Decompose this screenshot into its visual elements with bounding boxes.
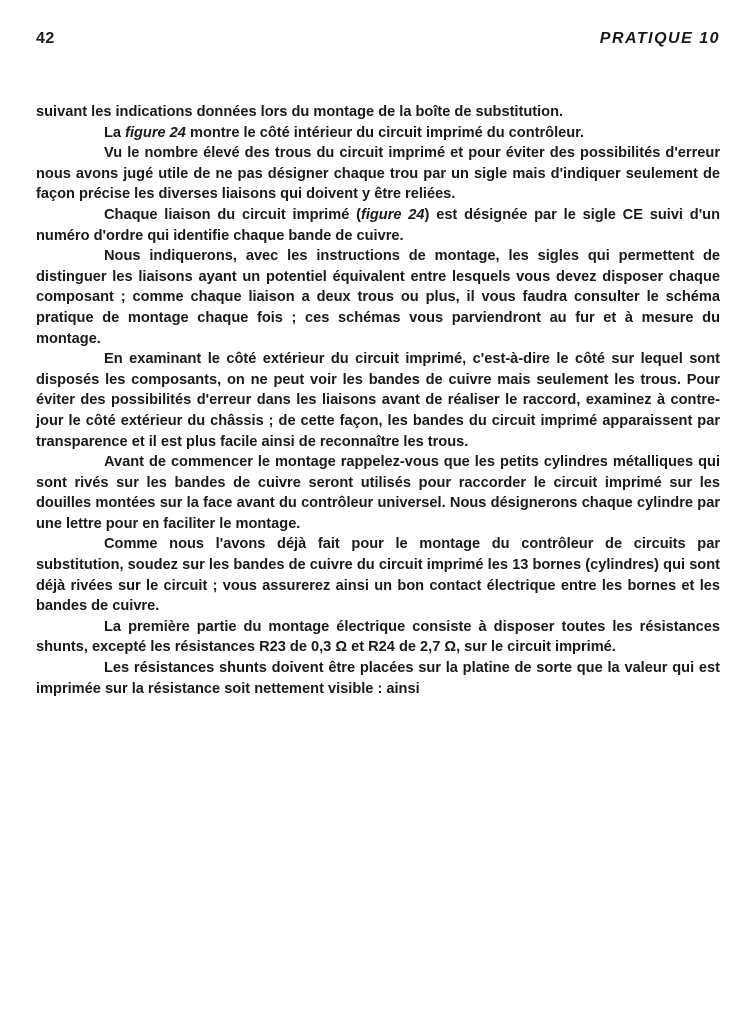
paragraph-text: Comme nous l'avons déjà fait pour le montage du contrôleur de circuits par substitution, soudez sur les bandes de cuivre du circuit imprimé les 13 bornes (cylindres) qui sont déjà rivées sur le circuit ; vous assurerez ainsi un bon contact électrique entre les bornes et les bandes de cuivre. — [36, 536, 720, 615]
paragraph-text: suivant les indications données lors du montage de la boîte de substitution. — [36, 104, 564, 120]
paragraph-text: Nous indiquerons, avec les instructions de montage, les sigles qui permettent de distinguer les liaisons ayant un potentiel équivalent entre lesquels vous devez disposer chaque composant ; comme chaque liaison a deux trous ou plus, il vous faudra consulter le schéma pratique de montage chaque fois ; ces schémas vous parviendront au fur et à mesure du montage. — [36, 248, 720, 347]
paragraph — [36, 534, 720, 616]
paragraph — [36, 102, 720, 123]
figure-reference: figure 24 — [125, 124, 186, 141]
paragraph-text: La — [104, 124, 126, 141]
paragraph — [36, 246, 720, 349]
document-page — [36, 30, 720, 66]
figure-reference: figure 24 — [360, 206, 425, 223]
paragraph-text: La première partie du montage électrique consiste à disposer toutes les résistances shunts, excepté les résistances R23 de 0,3 Ω et R24 de 2,7 Ω, sur le circuit imprimé. — [36, 618, 720, 656]
paragraph — [36, 349, 720, 452]
paragraph — [36, 617, 720, 658]
paragraph-text: Avant de commencer le montage rappelez-vous que les petits cylindres métalliques qui sont rivés sur les bandes de cuivre seront utilisés pour raccorder le circuit imprimé sur les douilles montées sur la face avant du contrôleur universel. Nous désignerons chaque cylindre par une lettre pour en faciliter le montage. — [36, 454, 720, 532]
paragraph — [36, 452, 720, 534]
paragraph-text: Les résistances shunts doivent être placées sur la platine de sorte que la valeur qui est imprimée sur la résistance soit nettement visible : ainsi — [36, 660, 720, 697]
paragraph — [36, 143, 720, 205]
paragraph-text: Chaque liaison du circuit imprimé ( — [104, 206, 361, 223]
paragraph-text: montre le côté intérieur du circuit imprimé du contrôleur. — [185, 124, 585, 141]
paragraph-text: Vu le nombre élevé des trous du circuit imprimé et pour éviter des possibilités d'erreur nous avons jugé utile de ne pas désigner chaque trou par un sigle mais d'indiquer seulement de façon précise les diverses liaisons qui doivent y être reliées. — [36, 145, 720, 203]
paragraph — [36, 205, 720, 246]
paragraph — [36, 123, 720, 144]
paragraph-text: En examinant le côté extérieur du circuit imprimé, c'est-à-dire le côté sur lequel sont disposés les composants, on ne peut voir les bandes de cuivre mais seulement les trous. Pour éviter des possibilités d'erreur dans les liaisons avant de réaliser le raccord, examinez à contre-jour le côté extérieur du châssis ; de cette façon, les bandes du circuit imprimé apparaissent par transparence et il est plus facile ainsi de reconnaître les trous. — [36, 351, 720, 450]
page-header — [36, 30, 720, 66]
paragraph-text: ) est désignée par le sigle CE suivi d'un numéro d'ordre qui identifie chaque bande de cuivre. — [36, 206, 720, 244]
body-text — [36, 102, 720, 699]
page-number: 42 — [36, 30, 55, 47]
paragraph — [36, 658, 720, 699]
running-title: PRATIQUE 10 — [599, 30, 720, 47]
